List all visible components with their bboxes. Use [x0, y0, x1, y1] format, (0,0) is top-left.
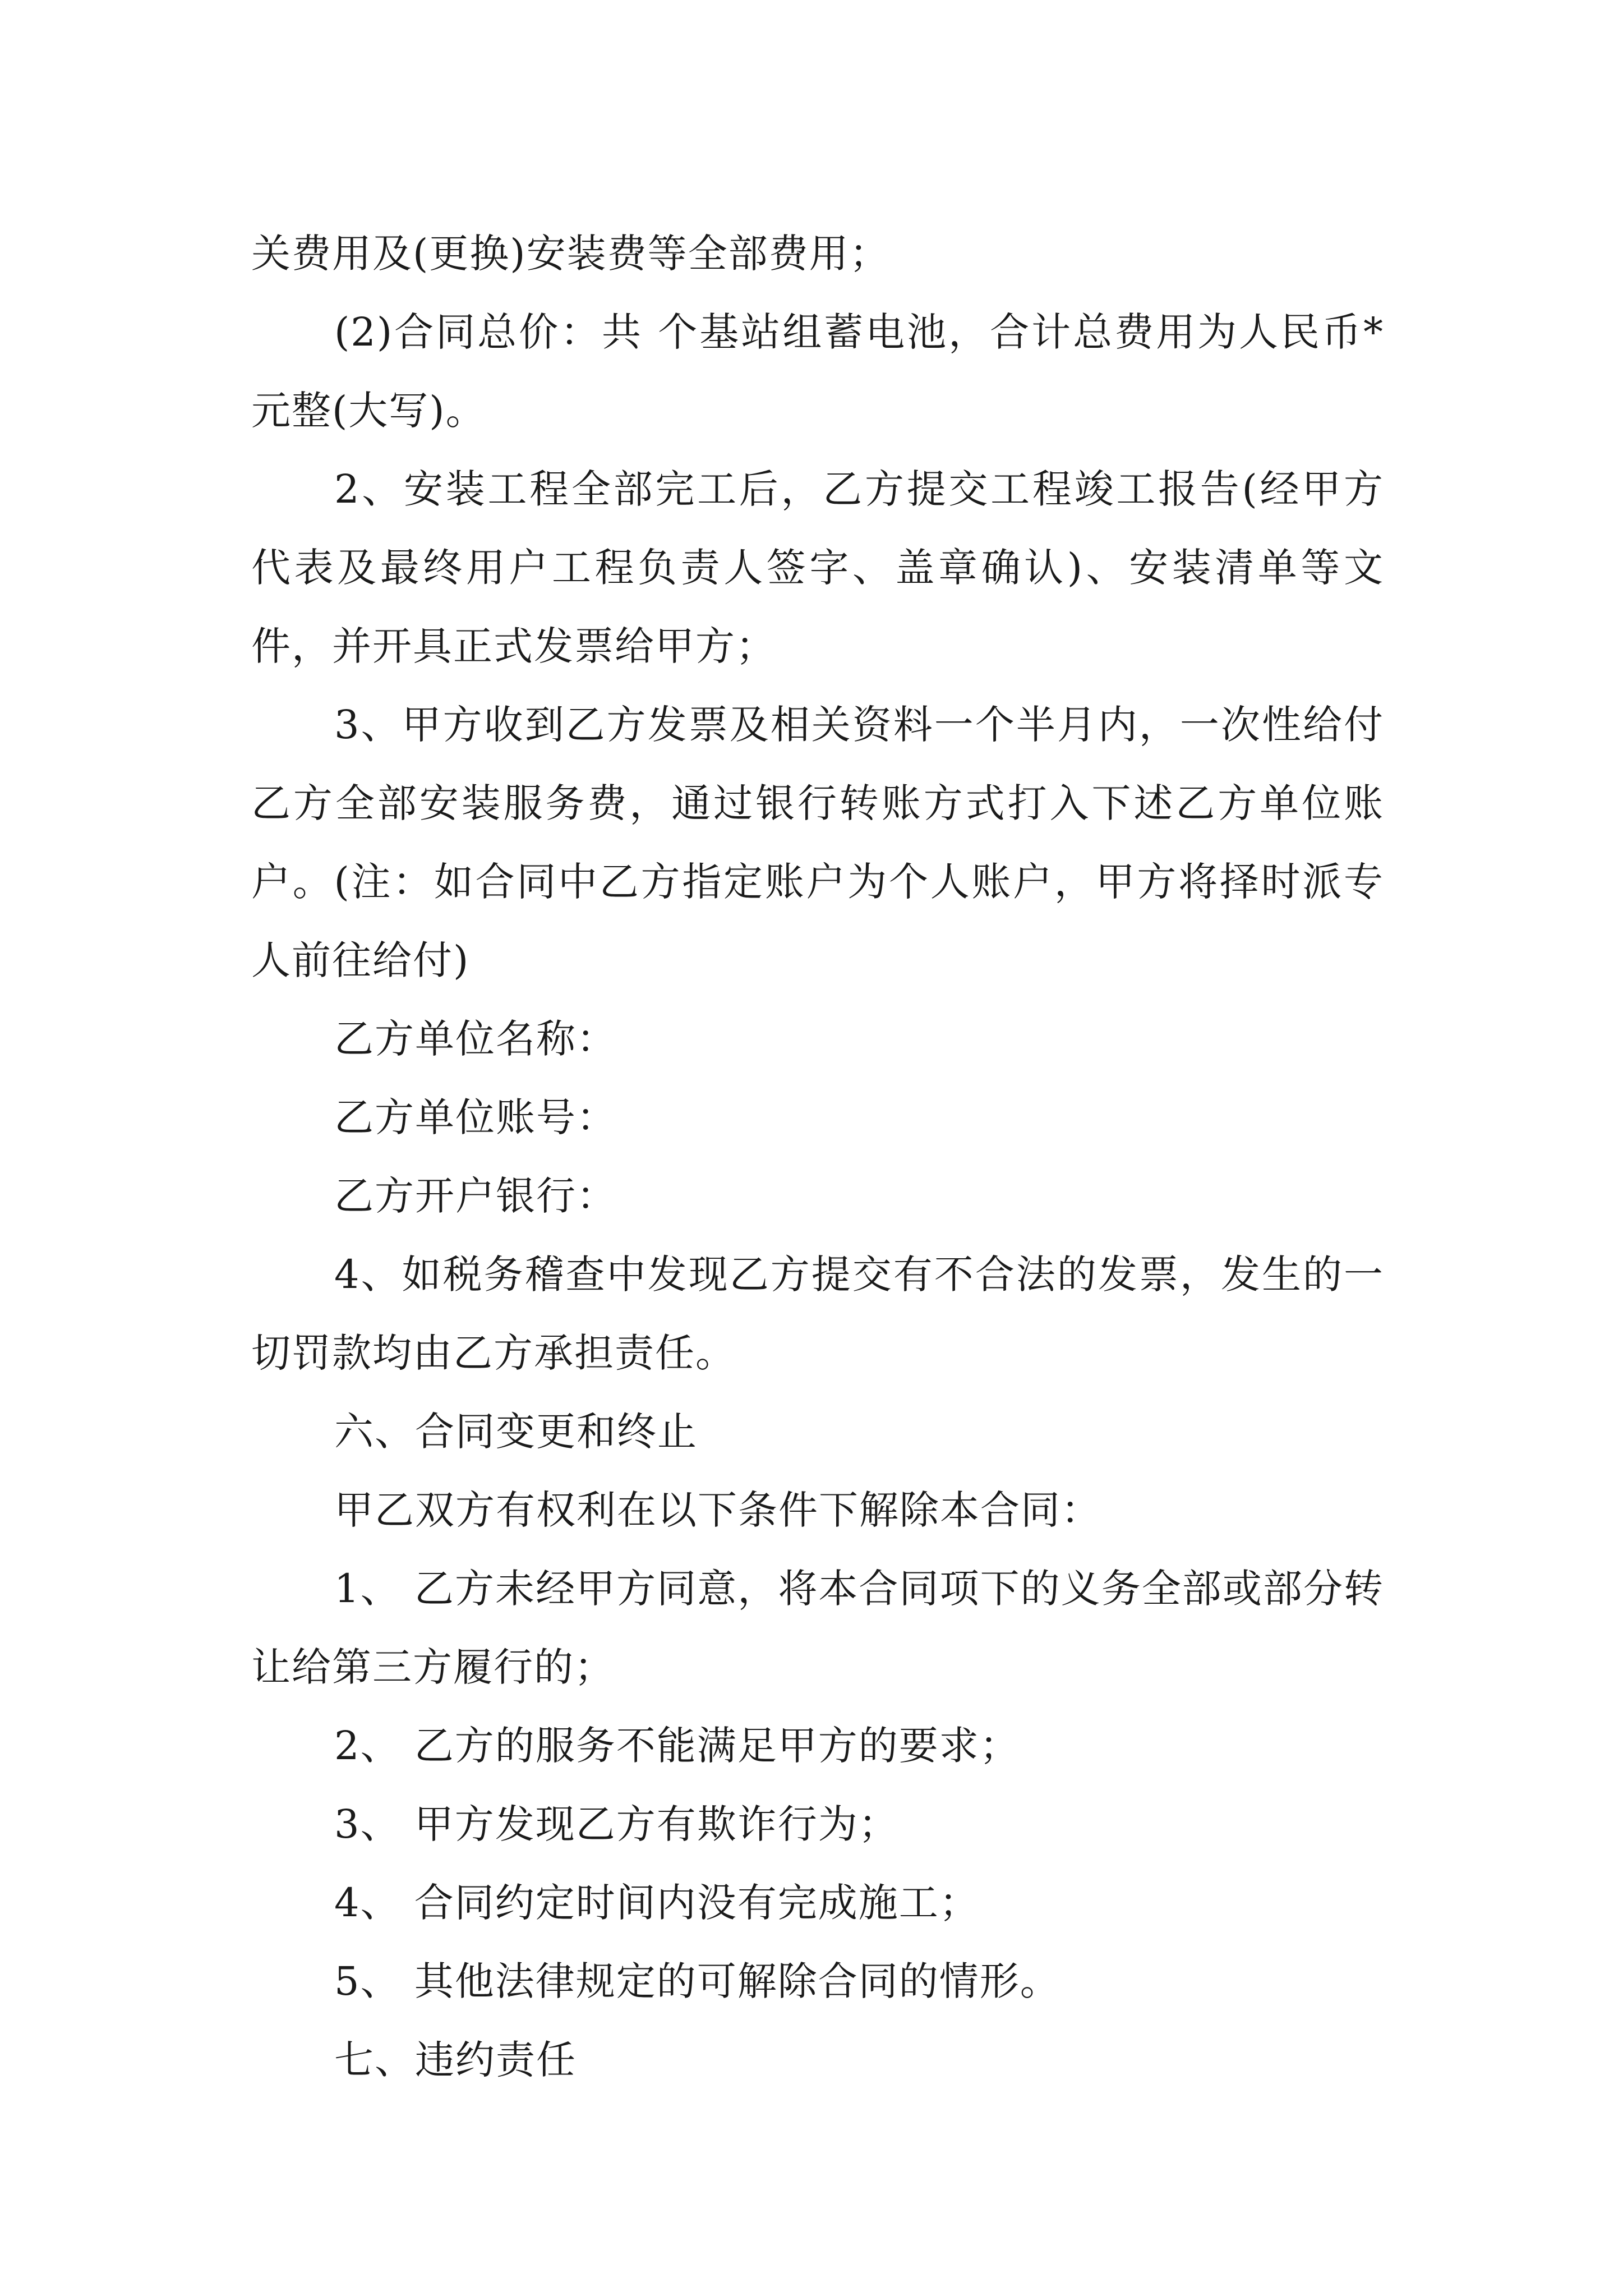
- field-party-b-company-name: 乙方单位名称：: [334, 1016, 617, 1062]
- paragraph-payment-terms: 3、甲方收到乙方发票及相关资料一个半月内，一次性给付乙方全部安装服务费，通过银行转账方式打入下述乙方单位账户。(注：如合同中乙方指定账户为个人账户，甲方将择时派专人前往给付): [251, 702, 1384, 983]
- list-item-termination-2: 2、 乙方的服务不能满足甲方的要求；: [334, 1723, 1020, 1769]
- list-item-termination-1: 1、 乙方未经甲方同意，将本合同项下的义务全部或部分转让给第三方履行的；: [251, 1566, 1384, 1690]
- paragraph-total-price: (2)合同总价：共 个基站组蓄电池，合计总费用为人民币*元整(大写)。: [251, 309, 1384, 434]
- list-item-termination-4: 4、 合同约定时间内没有完成施工；: [334, 1880, 980, 1926]
- paragraph-termination-intro: 甲乙双方有权利在以下条件下解除本合同：: [334, 1487, 1101, 1533]
- section-heading-change-termination: 六、合同变更和终止: [334, 1409, 698, 1455]
- paragraph-completion-report: 2、安装工程全部完工后，乙方提交工程竣工报告(经甲方代表及最终用户工程负责人签字、盖章确认)、安装清单等文件，并开具正式发票给甲方；: [251, 466, 1384, 669]
- paragraph-tax-audit: 4、如税务稽查中发现乙方提交有不合法的发票，发生的一切罚款均由乙方承担责任。: [251, 1251, 1384, 1376]
- list-item-termination-5: 5、 其他法律规定的可解除合同的情形。: [334, 1958, 1061, 2004]
- list-item-termination-3: 3、 甲方发现乙方有欺诈行为；: [334, 1801, 899, 1847]
- paragraph-fees-continued: 关费用及(更换)安装费等全部费用；: [251, 231, 890, 277]
- section-heading-liability: 七、违约责任: [334, 2037, 577, 2083]
- field-party-b-bank: 乙方开户银行：: [334, 1173, 617, 1219]
- field-party-b-account-number: 乙方单位账号：: [334, 1094, 617, 1140]
- document-body: [251, 214, 1384, 2099]
